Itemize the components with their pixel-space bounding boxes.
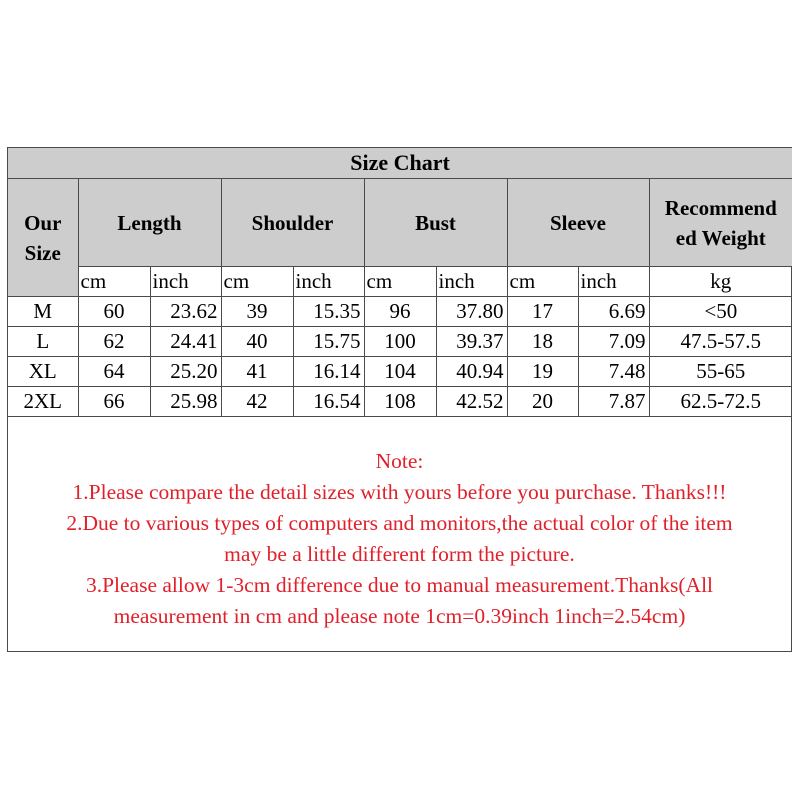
header-our-size-line2: Size — [24, 240, 61, 265]
table-cell: 17 — [507, 297, 578, 327]
table-cell: 66 — [78, 387, 150, 417]
table-cell: 6.69 — [578, 297, 649, 327]
unit-cell: inch — [436, 267, 507, 297]
size-chart-table — [8, 148, 792, 417]
table-cell: 24.41 — [150, 327, 221, 357]
table-cell: 16.14 — [293, 357, 364, 387]
table-title: Size Chart — [8, 148, 792, 179]
header-recommended-weight — [649, 179, 792, 267]
table-cell: 40 — [221, 327, 293, 357]
weight-cell: 55-65 — [649, 357, 792, 387]
weight-cell: 62.5-72.5 — [649, 387, 792, 417]
table-cell: 41 — [221, 357, 293, 387]
table-cell: 64 — [78, 357, 150, 387]
header-weight-line1: Recommend — [664, 195, 777, 220]
unit-cell: kg — [649, 267, 792, 297]
note-line: 2.Due to various types of computers and monitors,the actual color of the item — [66, 511, 733, 535]
table-cell: 40.94 — [436, 357, 507, 387]
header-bust: Bust — [364, 179, 507, 267]
header-weight-line2: ed Weight — [675, 225, 766, 250]
unit-cell: cm — [221, 267, 293, 297]
table-cell: 19 — [507, 357, 578, 387]
header-length: Length — [78, 179, 221, 267]
unit-cell: inch — [150, 267, 221, 297]
table-row — [8, 387, 792, 417]
table-cell: 15.75 — [293, 327, 364, 357]
note-line: may be a little different form the picture. — [224, 542, 575, 566]
table-cell: 16.54 — [293, 387, 364, 417]
unit-row — [8, 267, 792, 297]
table-cell: 60 — [78, 297, 150, 327]
unit-cell: cm — [364, 267, 436, 297]
size-cell: M — [8, 297, 78, 327]
size-cell: XL — [8, 357, 78, 387]
table-cell: 39.37 — [436, 327, 507, 357]
table-cell: 39 — [221, 297, 293, 327]
unit-cell: inch — [293, 267, 364, 297]
note-heading: Note: — [375, 449, 424, 473]
table-cell: 62 — [78, 327, 150, 357]
notes-section — [8, 446, 791, 632]
table-cell: 7.48 — [578, 357, 649, 387]
size-cell: 2XL — [8, 387, 78, 417]
size-chart-document — [7, 147, 792, 652]
note-line: 1.Please compare the detail sizes with yours before you purchase. Thanks!!! — [72, 480, 727, 504]
weight-cell: 47.5-57.5 — [649, 327, 792, 357]
note-line: measurement in cm and please note 1cm=0.39inch 1inch=2.54cm) — [113, 604, 686, 628]
note-line: 3.Please allow 1-3cm difference due to manual measurement.Thanks(All — [85, 573, 714, 597]
table-cell: 7.09 — [578, 327, 649, 357]
header-our-size — [8, 179, 78, 297]
header-shoulder: Shoulder — [221, 179, 364, 267]
table-row — [8, 357, 792, 387]
unit-cell: inch — [578, 267, 649, 297]
table-cell: 25.98 — [150, 387, 221, 417]
table-row — [8, 327, 792, 357]
table-cell: 96 — [364, 297, 436, 327]
table-cell: 37.80 — [436, 297, 507, 327]
weight-cell: <50 — [649, 297, 792, 327]
table-cell: 100 — [364, 327, 436, 357]
unit-cell: cm — [78, 267, 150, 297]
table-cell: 42.52 — [436, 387, 507, 417]
table-cell: 104 — [364, 357, 436, 387]
table-row — [8, 297, 792, 327]
table-cell: 18 — [507, 327, 578, 357]
table-cell: 23.62 — [150, 297, 221, 327]
table-cell: 20 — [507, 387, 578, 417]
header-our-size-line1: Our — [24, 210, 62, 235]
unit-cell: cm — [507, 267, 578, 297]
table-cell: 15.35 — [293, 297, 364, 327]
table-cell: 42 — [221, 387, 293, 417]
table-cell: 7.87 — [578, 387, 649, 417]
table-cell: 25.20 — [150, 357, 221, 387]
header-sleeve: Sleeve — [507, 179, 649, 267]
size-cell: L — [8, 327, 78, 357]
table-cell: 108 — [364, 387, 436, 417]
